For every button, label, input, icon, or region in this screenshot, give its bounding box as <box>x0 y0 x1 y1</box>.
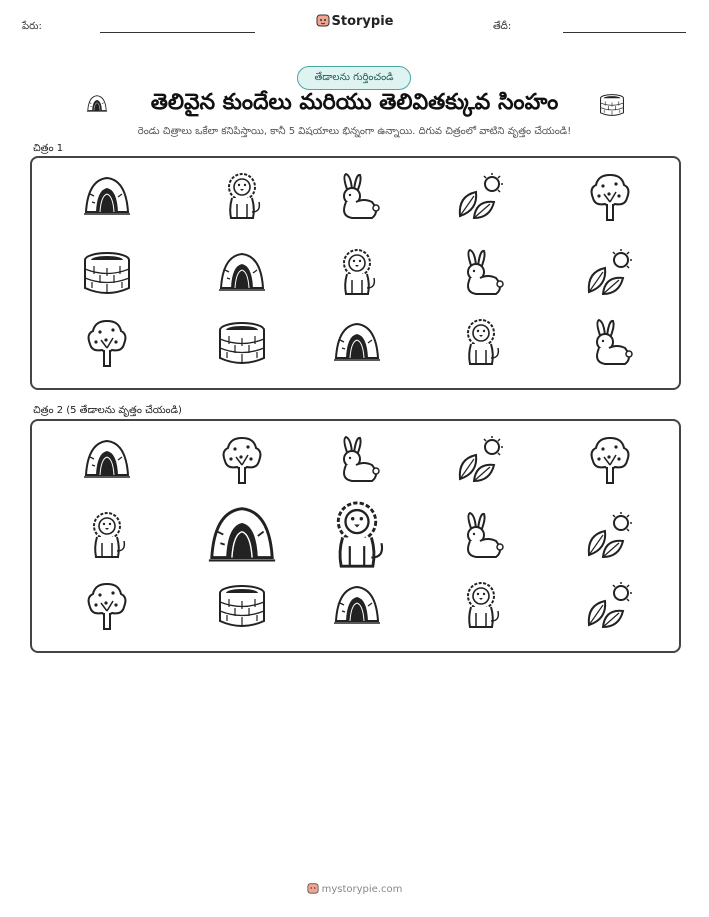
rabbit-icon <box>456 248 506 298</box>
lion-icon <box>332 248 382 298</box>
lion-icon <box>217 172 267 222</box>
name-label: పేరు: <box>22 21 42 32</box>
rabbit-icon <box>332 172 382 222</box>
picture-2-label: చిత్రం 2 (5 తేడాలను వృత్తం చేయండి) <box>33 405 182 416</box>
well-icon <box>217 318 267 368</box>
name-line[interactable] <box>100 32 255 33</box>
lion-icon[interactable] <box>82 511 132 561</box>
brand <box>0 13 709 29</box>
well-icon <box>82 248 132 298</box>
cave-icon <box>332 318 382 368</box>
tree-icon[interactable] <box>217 435 267 485</box>
tree-icon <box>585 172 635 222</box>
leaf-sun-icon <box>456 172 506 222</box>
footer-url: mystorypie.com <box>321 884 403 895</box>
date-line[interactable] <box>563 32 686 33</box>
rabbit-icon[interactable] <box>332 435 382 485</box>
tree-icon <box>82 318 132 368</box>
instructions: రెండు చిత్రాలు ఒకేలా కనిపిస్తాయి, కానీ 5 విషయాలు భిన్నంగా ఉన్నాయి. దిగువ చిత్రంలో వాటిని వృత్తం చేయండి! <box>137 126 572 137</box>
lion-icon <box>456 318 506 368</box>
picture-2-frame[interactable] <box>30 419 681 653</box>
well-icon[interactable] <box>217 581 267 631</box>
tree-icon[interactable] <box>82 581 132 631</box>
well-icon <box>598 92 626 118</box>
cave-icon[interactable] <box>206 500 278 572</box>
page-title: తెలివైన కుందేలు మరియు తెలివితక్కువ సింహం <box>150 90 559 115</box>
storypie-logo-icon <box>307 882 319 894</box>
storypie-logo-icon <box>316 13 330 27</box>
cave-icon <box>217 248 267 298</box>
footer <box>0 882 709 895</box>
picture-1-frame <box>30 156 681 390</box>
leaf-sun-icon[interactable] <box>456 435 506 485</box>
picture-1-label: చిత్రం 1 <box>33 143 64 154</box>
rabbit-icon <box>585 318 635 368</box>
activity-badge: తేడాలను గుర్తించండి <box>297 66 411 90</box>
brand-name: Storypie <box>331 14 394 29</box>
leaf-sun-icon[interactable] <box>585 511 635 561</box>
lion-icon[interactable] <box>321 500 393 572</box>
leaf-sun-icon <box>585 248 635 298</box>
cave-icon <box>82 172 132 222</box>
leaf-sun-icon[interactable] <box>585 581 635 631</box>
cave-icon[interactable] <box>332 581 382 631</box>
cave-icon[interactable] <box>82 435 132 485</box>
date-label: తేదీ: <box>493 21 512 32</box>
lion-icon[interactable] <box>456 581 506 631</box>
rabbit-icon[interactable] <box>456 511 506 561</box>
tree-icon[interactable] <box>585 435 635 485</box>
